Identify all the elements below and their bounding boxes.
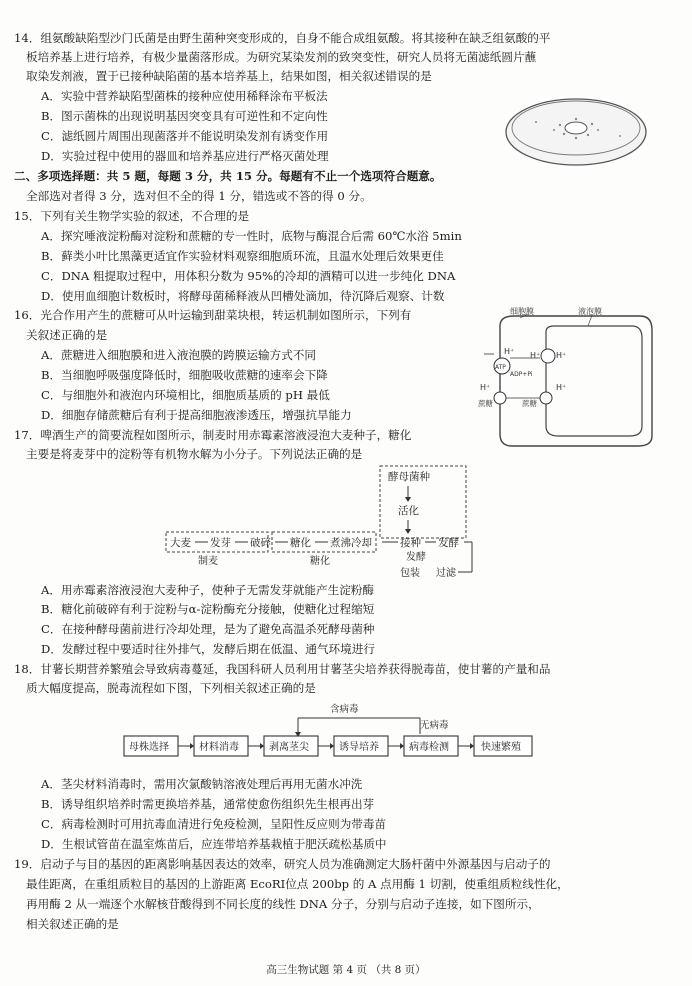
flow-saccharification: 糖化 [310, 556, 330, 567]
q19-stem-line4: 相关叙述正确的是 [26, 917, 119, 931]
flow-sprout: 发芽 [210, 537, 231, 549]
beer-process-flowchart [160, 464, 480, 582]
q14-option-d: D．实验过程中使用的器皿和培养基应进行严格灭菌处理 [41, 149, 329, 163]
flow-step-2: 材料消毒 [199, 742, 239, 753]
q19-stem-line1: 19．启动子与目的基因的距离影响基因表达的效率，研究人员为准确测定大肠杆菌中外源基因与启动子的 [14, 857, 551, 871]
flow-step-5: 病毒检测 [409, 742, 449, 753]
flow-contains-virus: 含病毒 [330, 704, 359, 715]
flow-no-virus: 无病毒 [420, 720, 449, 731]
flow-step-1: 母株选择 [129, 742, 169, 753]
virus-free-flowchart [120, 700, 540, 762]
q19-stem-line3: 再用酶 2 从一端逐个水解核苷酸得到不同长度的线性 DNA 分子，分别与启动子连接，如下图所示， [26, 897, 540, 911]
flow-inoculate: 接种 [400, 537, 421, 549]
q18-option-d: D．生根试管苗在温室炼苗后，应连带培养基栽植于肥沃疏松基质中 [41, 837, 387, 851]
adp-label: ADP+Pi [510, 371, 533, 378]
flow-yeast: 酵母菌种 [388, 471, 430, 483]
q17-option-d: D．发酵过程中要适时往外排气，发酵后期在低温、通气环境进行 [41, 642, 375, 656]
q18-stem-line2: 质大幅度提高，脱毒流程如下图，下列相关叙述正确的是 [26, 681, 316, 695]
q16-option-a: A．蔗糖进入细胞膜和进入液泡膜的跨膜运输方式不同 [41, 348, 317, 362]
q16-stem-line2: 关叙述正确的是 [26, 328, 108, 342]
membrane-label: 细胞膜 [510, 307, 534, 316]
flow-step-4: 诱导培养 [339, 742, 379, 753]
q15-option-d: D．使用血细胞计数板时，将酵母菌稀释液从凹槽处滴加，待沉降后观察、计数 [41, 289, 445, 303]
h-ion-label-1: H⁺ [504, 347, 515, 356]
flow-filter: 过滤 [436, 568, 456, 579]
atp-label: ATP [495, 364, 506, 371]
flow-ferment: 发酵 [438, 537, 459, 549]
section2-rules: 全部选对者得 3 分，选对但不全的得 1 分，错选或不答的得 0 分。 [26, 189, 372, 203]
petri-dish-figure [502, 92, 650, 172]
q17-option-c: C．在接种酵母菌前进行冷却处理，是为了避免高温杀死酵母菌种 [41, 622, 375, 636]
q16-option-d: D．细胞存储蔗糖后有利于提高细胞液渗透压，增强抗旱能力 [41, 408, 352, 422]
flow-saccharify: 糖化 [290, 537, 311, 549]
q18-stem-line1: 18．甘薯长期营养繁殖会导致病毒蔓延，我国科研人员利用甘薯茎尖培养获得脱毒苗，使甘薯的产量和品 [14, 662, 551, 676]
flow-boil-cool: 煮沸冷却 [330, 537, 372, 549]
flow-step-3: 剥离茎尖 [269, 742, 309, 753]
section2-heading: 二、多项选择题：共 5 题，每题 3 分，共 15 分。每题有不止一个选项符合题意。 [14, 169, 442, 183]
q14-stem-line2: 板培养基上进行培养，有极少量菌落形成。为研究某染发剂的致突变性，研究人员将无菌滤纸圆片蘸 [26, 50, 537, 64]
flow-barley: 大麦 [170, 537, 191, 549]
flow-crush: 破碎 [250, 537, 271, 549]
q16-option-b: B．当细胞呼吸强度降低时，细胞吸收蔗糖的速率会下降 [41, 368, 328, 382]
q17-option-a: A．用赤霉素溶液浸泡大麦种子，使种子无需发芽就能产生淀粉酶 [41, 583, 374, 597]
q18-option-c: C．病毒检测时可用抗毒血清进行免疫检测，呈阳性反应则为带毒苗 [41, 817, 387, 831]
q18-option-b: B．诱导组织培养时需更换培养基，通常使愈伤组织先生根再出芽 [41, 797, 375, 811]
q14-stem-line3: 取染发剂液，置于已接种缺陷菌的基本培养基上，结果如图，相关叙述错误的是 [26, 69, 432, 83]
q19-stem-line2: 最佳距离，在重组质粒目的基因的上游距离 EcoRI位点 200bp 的 A 点用酶 1 切割，使重组质粒线性化， [26, 877, 569, 891]
flow-package: 包装 [400, 568, 420, 579]
flow-activate: 活化 [398, 505, 419, 517]
q16-stem-line1: 16．光合作用产生的蔗糖可从叶运输到甜菜块根，转运机制如图所示，下列有 [14, 308, 412, 322]
q17-stem-line2: 主要是将麦芽中的淀粉等有机物水解为小分子。下列说法正确的是 [26, 447, 363, 461]
q15-stem: 15．下列有关生物学实验的叙述，不合理的是 [14, 209, 250, 223]
h-ion-label-4: H⁺ [480, 383, 491, 392]
h-ion-label-3: H⁺ [556, 351, 567, 360]
q15-option-b: B．藓类小叶比黑藻更适宜作实验材料观察细胞质环流，且温水处理后效果更佳 [41, 249, 444, 263]
page-footer: 高三生物试题 第 4 页 （共 8 页） [266, 964, 426, 976]
sucrose-transport-diagram [480, 306, 662, 452]
q16-option-c: C．与细胞外和液泡内环境相比，细胞质基质的 pH 最低 [41, 388, 330, 402]
q15-option-c: C．DNA 粗提取过程中，用体积分数为 95%的冷却的酒精可以进一步纯化 DNA [41, 269, 456, 283]
q14-option-b: B．图示菌株的出现说明基因突变具有可逆性和不定向性 [41, 109, 328, 123]
q15-option-a: A．探究唾液淀粉酶对淀粉和蔗糖的专一性时，底物与酶混合后需 60℃水浴 5min [41, 229, 462, 243]
flow-step-6: 快速繁殖 [481, 742, 521, 753]
q14-option-c: C．滤纸圆片周围出现菌落并不能说明染发剂有诱变作用 [41, 129, 329, 143]
q17-option-b: B．糖化前破碎有利于淀粉与α-淀粉酶充分接触，使糖化过程缩短 [41, 602, 375, 616]
q17-stem-line1: 17．啤酒生产的简要流程如图所示，制麦时用赤霉素溶液浸泡大麦种子，糖化 [14, 428, 412, 442]
flow-ferment-label: 发酵 [406, 552, 426, 563]
q14-stem-line1: 14．组氨酸缺陷型沙门氏菌是由野生菌种突变形成的，自身不能合成组氨酸。将其接种在缺乏组氨酸的平 [14, 31, 551, 45]
flow-malting: 制麦 [198, 556, 218, 567]
h-ion-label-2: H⁺ [530, 351, 541, 360]
sucrose-inside-label: 蔗糖 [522, 399, 537, 408]
vacuole-membrane-label: 液泡膜 [578, 307, 602, 316]
q14-option-a: A．实验中营养缺陷型菌株的接种应使用稀释涂布平板法 [41, 89, 328, 103]
q18-option-a: A．茎尖材料消毒时，需用次氯酸钠溶液处理后再用无菌水冲洗 [41, 777, 363, 791]
sucrose-outside-label: 蔗糖 [478, 399, 493, 408]
h-ion-label-5: H⁺ [556, 383, 567, 392]
